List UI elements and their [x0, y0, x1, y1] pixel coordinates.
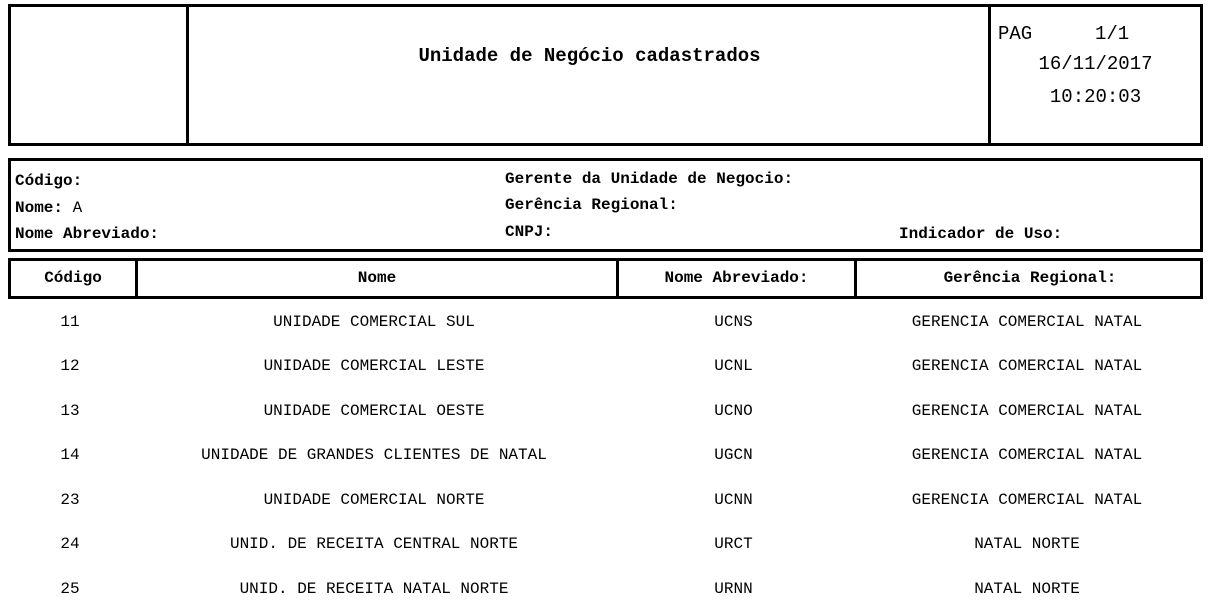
cell-gerencia-regional: GERENCIA COMERCIAL NATAL [911, 402, 1143, 420]
cell-nome-abreviado: URNN [714, 580, 753, 598]
cell-codigo: 24 [60, 535, 80, 553]
filter-nome-label: Nome: [15, 199, 64, 217]
cell-codigo: 23 [60, 491, 80, 509]
cell-gerencia-regional: GERENCIA COMERCIAL NATAL [911, 357, 1143, 375]
page-number: 1/1 [1095, 23, 1130, 45]
report-meta [988, 7, 1200, 143]
table-row [8, 446, 1203, 476]
filter-codigo [15, 172, 82, 190]
column-header-codigo: Código [44, 269, 102, 287]
cell-gerencia-regional: GERENCIA COMERCIAL NATAL [911, 491, 1143, 509]
filter-gerencia-label: Gerência Regional: [505, 196, 678, 214]
cell-codigo: 11 [60, 313, 80, 331]
cell-codigo: 14 [60, 446, 80, 464]
filter-nome-value: A [72, 199, 83, 217]
cell-nome: UNIDADE DE GRANDES CLIENTES DE NATAL [201, 446, 547, 464]
table-row [8, 313, 1203, 343]
cell-nome: UNIDADE COMERCIAL NORTE [263, 491, 485, 509]
filter-cnpj-label: CNPJ: [505, 223, 554, 241]
cell-codigo: 12 [60, 357, 80, 375]
table-row [8, 580, 1203, 610]
filter-panel [8, 158, 1203, 252]
cell-nome: UNIDADE COMERCIAL SUL [273, 313, 475, 331]
filter-gerente-label: Gerente da Unidade de Negocio: [505, 170, 794, 188]
filter-indicador-uso [899, 225, 1062, 243]
cell-gerencia-regional: GERENCIA COMERCIAL NATAL [911, 446, 1143, 464]
table-row [8, 402, 1203, 432]
cell-codigo: 13 [60, 402, 80, 420]
column-header-nome: Nome [135, 261, 616, 296]
filter-codigo-label: Código: [15, 172, 83, 190]
filter-cnpj [505, 223, 553, 241]
table-header [8, 258, 1203, 299]
report-date: 16/11/2017 [1038, 53, 1153, 75]
report-header [8, 4, 1203, 146]
report-title: Unidade de Negócio cadastrados [418, 45, 761, 67]
filter-indicador-uso-label: Indicador de Uso: [899, 225, 1063, 243]
cell-nome-abreviado: UCNN [714, 491, 753, 509]
cell-nome: UNID. DE RECEITA CENTRAL NORTE [229, 535, 519, 553]
cell-nome: UNIDADE COMERCIAL LESTE [263, 357, 485, 375]
cell-nome: UNIDADE COMERCIAL OESTE [263, 402, 485, 420]
table-row [8, 535, 1203, 565]
cell-gerencia-regional: GERENCIA COMERCIAL NATAL [911, 313, 1143, 331]
filter-nome-abreviado-label: Nome Abreviado: [15, 225, 160, 243]
logo-cell [11, 7, 189, 143]
cell-codigo: 25 [60, 580, 80, 598]
cell-nome-abreviado: UCNL [714, 357, 753, 375]
filter-gerencia [505, 196, 678, 214]
column-header-nome-abreviado: Nome Abreviado: [616, 261, 854, 296]
column-header-gerencia-regional: Gerência Regional: [854, 261, 1203, 296]
filter-nome [15, 199, 82, 217]
cell-nome-abreviado: UCNS [714, 313, 753, 331]
cell-gerencia-regional: NATAL NORTE [974, 580, 1080, 598]
page-label: PAG [998, 23, 1033, 45]
cell-nome-abreviado: URCT [714, 535, 753, 553]
filter-nome-abreviado [15, 225, 159, 243]
table-row [8, 357, 1203, 387]
filter-gerente [505, 170, 793, 188]
cell-nome-abreviado: UGCN [714, 446, 753, 464]
report-time: 10:20:03 [1049, 86, 1142, 108]
cell-gerencia-regional: NATAL NORTE [974, 535, 1080, 553]
table-row [8, 491, 1203, 521]
cell-nome: UNID. DE RECEITA NATAL NORTE [239, 580, 509, 598]
cell-nome-abreviado: UCNO [714, 402, 753, 420]
